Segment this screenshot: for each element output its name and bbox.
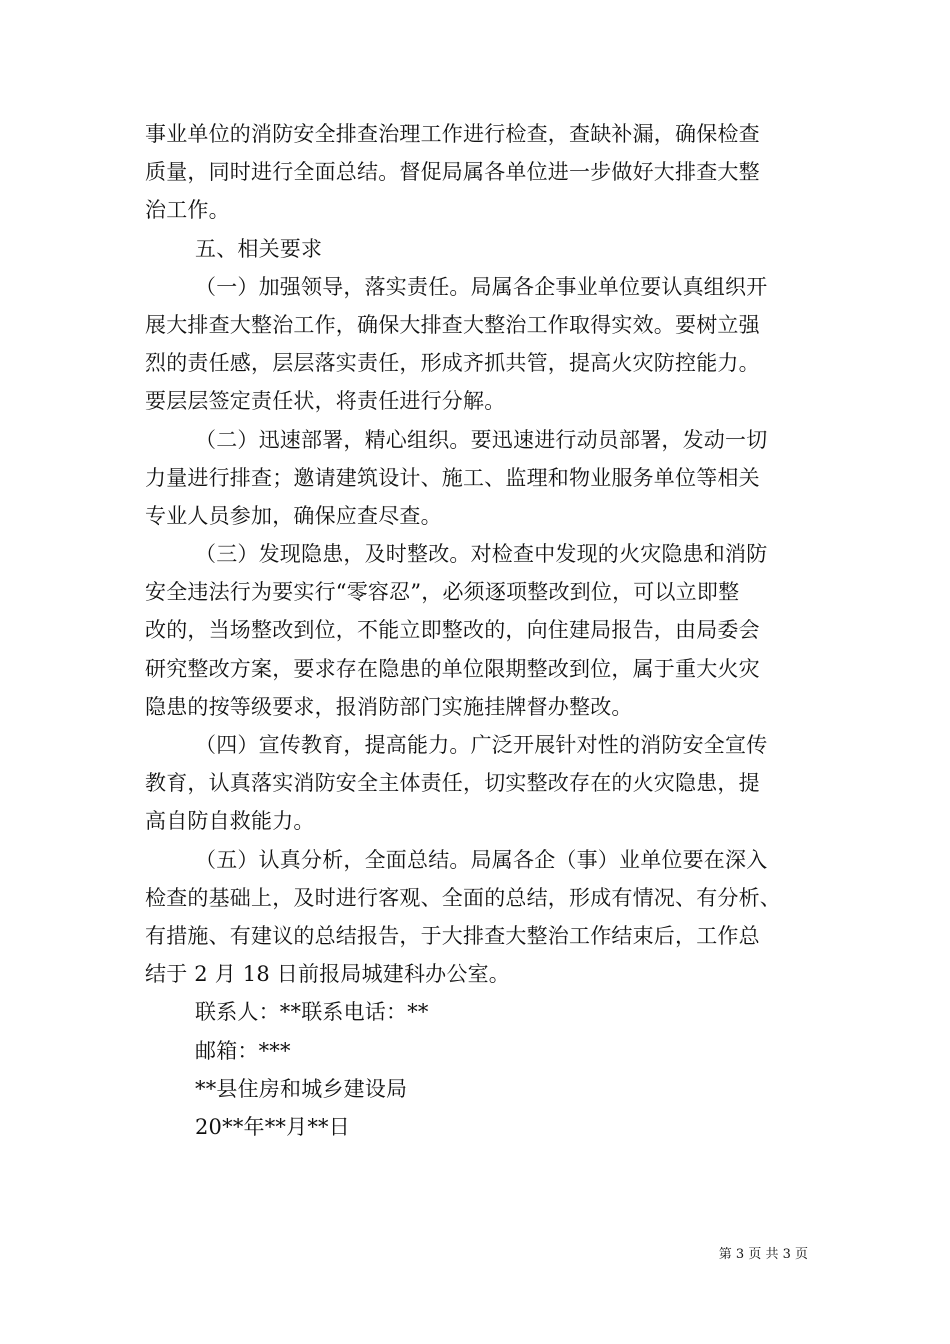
text-line: 高自防自救能力。 — [145, 809, 315, 834]
text-line: 检查的基础上，及时进行客观、全面的总结，形成有情况、有分析、 — [145, 885, 781, 910]
text-line: 质量，同时进行全面总结。督促局属各单位进一步做好大排查大整 — [145, 160, 760, 185]
text-line: **县住房和城乡建设局 — [195, 1076, 408, 1101]
text-line: 治工作。 — [145, 198, 230, 223]
text-line: 隐患的按等级要求，报消防部门实施挂牌督办整改。 — [145, 694, 633, 719]
text-line: 五、相关要求 — [195, 236, 323, 261]
text-line: （五）认真分析，全面总结。局属各企（事）业单位要在深入 — [195, 847, 768, 872]
text-line: 联系人：**联系电话：** — [195, 1000, 429, 1025]
text-line: 邮箱：*** — [195, 1038, 291, 1063]
text-line: 教育，认真落实消防安全主体责任，切实整改存在的火灾隐患，提 — [145, 771, 760, 796]
text-line: 事业单位的消防安全排查治理工作进行检查，查缺补漏，确保检查 — [145, 122, 760, 146]
text-line: 20**年**月**日 — [195, 1114, 350, 1139]
text-line: 改的，当场整改到位，不能立即整改的，向住建局报告，由局委会 — [145, 618, 760, 643]
text-line: 要层层签定责任状，将责任进行分解。 — [145, 389, 506, 414]
text-line: 结于 2 月 18 日前报局城建科办公室。 — [145, 962, 510, 987]
text-line: 烈的责任感，层层落实责任，形成齐抓共管，提高火灾防控能力。 — [145, 351, 760, 376]
text-line: 力量进行排查；邀请建筑设计、施工、监理和物业服务单位等相关 — [145, 465, 760, 490]
text-line: 研究整改方案，要求存在隐患的单位限期整改到位，属于重大火灾 — [145, 656, 760, 681]
text-line: 有措施、有建议的总结报告，于大排查大整治工作结束后，工作总 — [145, 923, 760, 948]
text-line: 安全违法行为要实行“零容忍”，必须逐项整改到位，可以立即整 — [145, 580, 740, 605]
text-line: （一）加强领导，落实责任。局属各企事业单位要认真组织开 — [195, 274, 768, 299]
text-line: （三）发现隐患，及时整改。对检查中发现的火灾隐患和消防 — [195, 542, 768, 567]
document-body — [145, 115, 815, 1146]
text-line: （二）迅速部署，精心组织。要迅速进行动员部署，发动一切 — [195, 427, 768, 452]
text-line: 展大排查大整治工作，确保大排查大整治工作取得实效。要树立强 — [145, 312, 760, 337]
text-line: （四）宣传教育，提高能力。广泛开展针对性的消防安全宣传 — [195, 733, 768, 757]
page-number: 第 3 页 共 3 页 — [718, 1247, 808, 1262]
text-line: 专业人员参加，确保应查尽查。 — [145, 503, 442, 528]
